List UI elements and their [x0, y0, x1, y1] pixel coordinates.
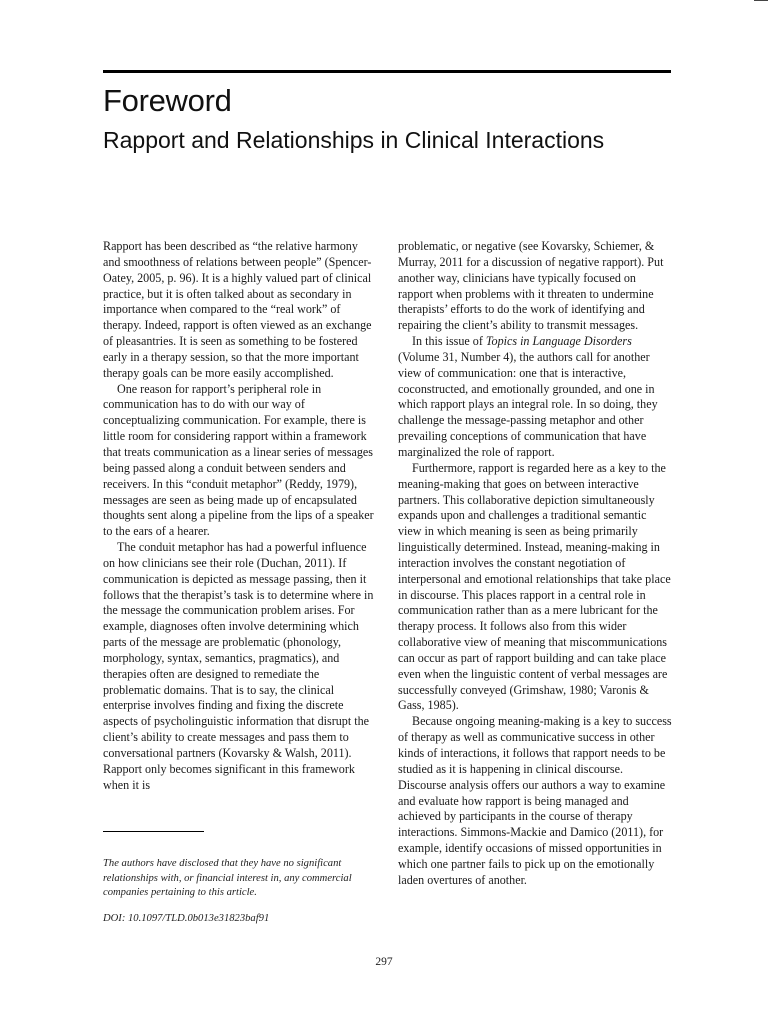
page-title: Foreword — [103, 83, 232, 118]
left-paragraph-2: One reason for rapport’s peripheral role in communication has to do with our way of conceptualizing communication. For example, there is little room for considering rapport within a framework that treats communication as a linear series of messages being passed along a conduit between senders and receivers. In this “conduit metaphor” (Reddy, 1979), messages are seen as being made up of encapsulated thoughts sent along a pipeline from the lips of a speaker to the ears of a hearer. — [103, 381, 374, 539]
footnote-rule — [103, 831, 204, 832]
right-paragraph-2-lead: In this issue of — [412, 334, 486, 349]
corner-mark — [754, 0, 768, 1]
left-column — [103, 239, 377, 794]
right-paragraph-3: Furthermore, rapport is regarded here as a key to the meaning-making that goes on between interactive partners. This collaborative depiction simultaneously expands upon and challenges a traditional semantic view in which meaning is seen as being primarily linguistically determined. Instead, meaning-making in interaction involves the constant negotiation of interpersonal and emotional relationships that take place in discourse. This places rapport in a central role in communication rather than as a mere lubricant for the therapy process. It follows also from this wider collaborative view of meaning that miscommunications can occur as part of rapport building and can take place even when the linguistic content of verbal messages are successfully conveyed (Grimshaw, 1980; Varonis & Gass, 1985). — [398, 460, 671, 713]
right-paragraph-4: Because ongoing meaning-making is a key to success of therapy as well as communicative success in other kinds of interactions, it follows that rapport needs to be studied as it is happening in clinical discourse. Discourse analysis offers our authors a way to examine and evaluate how rapport is being managed and achieved by participants in the course of therapy interactions. Simmons-Mackie and Damico (2011), for example, identify occasions of missed opportunities in which one partner fails to pick up on the emotionally laden overtures of another. — [398, 714, 672, 887]
left-paragraph-3: The conduit metaphor has had a powerful influence on how clinicians see their role (Duchan, 2011). If communication is depicted as message passing, then it follows that the therapist’s task is to determine where in the message the communication problem arises. For example, diagnoses often involve determining which parts of the message are problematic (phonology, morphology, syntax, semantics, pragmatics), and therapies often are designed to remediate the problematic domains. That is to say, the clinical enterprise involves finding and fixing the discrete aspects of psycholinguistic information that disrupt the client’s ability to create messages and pass them to conversational partners (Kovarsky & Walsh, 2011). Rapport only becomes significant in this framework when it is — [103, 540, 374, 792]
right-paragraph-2 — [398, 334, 672, 461]
page-number: 297 — [375, 956, 393, 968]
journal-title: Topics in Language Disorders — [485, 334, 632, 349]
disclosure-footnote: The authors have disclosed that they have no significant relationships with, or financial interest in, any commercial companies pertaining to this article. — [103, 858, 352, 899]
doi-footnote: DOI: 10.1097/TLD.0b013e31823baf91 — [103, 913, 270, 924]
header-rule — [103, 70, 671, 73]
left-paragraph-1: Rapport has been described as “the relative harmony and smoothness of relations between people” (Spencer-Oatey, 2005, p. 96). It is a highly valued part of clinical practice, but it is often talked about as secondary in importance when compared to the “real work” of therapy. Indeed, rapport is often viewed as an exchange of pleasantries. It is seen as something to be fostered early in a therapy session, so that the more important therapy goals can be more easily accomplished. — [103, 239, 372, 380]
article-subtitle: Rapport and Relationships in Clinical Interactions — [103, 127, 605, 153]
right-column — [398, 239, 672, 889]
right-paragraph-2-body: (Volume 31, Number 4), the authors call for another view of communication: one that is interactive, coconstructed, and emotionally grounded, and one in which rapport plays an integral role. In so doing, they challenge the message-passing metaphor and other prevailing conceptions of communication that have marginalized the role of rapport. — [398, 349, 658, 459]
right-paragraph-1: problematic, or negative (see Kovarsky, Schiemer, & Murray, 2011 for a discussion of negative rapport). Put another way, clinicians have typically focused on rapport when problems with it threaten to undermine therapists’ efforts to do the work of identifying and repairing the client’s ability to transmit messages. — [398, 239, 664, 333]
